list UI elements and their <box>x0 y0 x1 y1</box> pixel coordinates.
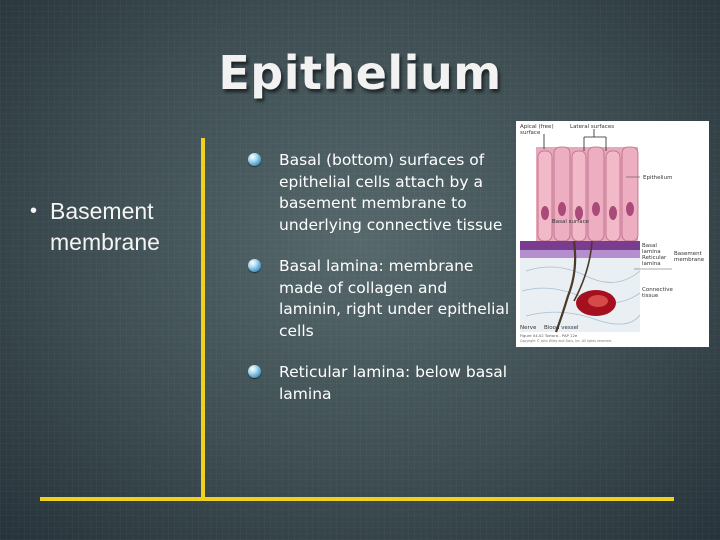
label-apical: Apical (free) <box>520 124 554 130</box>
epithelial-cells <box>536 147 638 243</box>
bullet-item <box>248 150 510 236</box>
figure-caption-2: Copyright © John Wiley and Sons, Inc. All rights reserved. <box>520 339 613 343</box>
label-lamina-2: lamina <box>642 261 661 267</box>
label-lamina-1: lamina <box>642 249 661 255</box>
globe-bullet-icon <box>248 259 261 272</box>
globe-bullet-icon <box>248 365 261 378</box>
epithelium-diagram <box>516 121 709 347</box>
label-epithelium: Epithelium <box>643 175 673 181</box>
bullet-list <box>248 150 510 425</box>
label-basal-surface: Basal surface <box>552 219 589 225</box>
reticular-lamina <box>520 250 640 258</box>
label-basement: Basement <box>674 251 702 257</box>
label-apical-surface: surface <box>520 130 541 136</box>
figure-caption-1: Figure 04.02 Tortora - PAP 12e <box>520 333 578 338</box>
label-tissue: tissue <box>642 293 659 299</box>
slide-title: Epithelium <box>218 46 502 100</box>
horizontal-divider <box>40 497 674 501</box>
left-bullet-text: Basement membrane <box>50 198 160 255</box>
left-bullet <box>30 196 200 258</box>
label-basal: Basal <box>642 243 657 249</box>
label-membrane: membrane <box>674 257 705 263</box>
label-nerve: Nerve <box>520 325 537 331</box>
label-blood-vessel: Blood vessel <box>544 325 579 331</box>
bullet-text: Basal lamina: membrane made of collagen and laminin, right under epithelial cells <box>279 257 510 340</box>
label-reticular: Reticular <box>642 255 667 261</box>
label-lateral: Lateral surfaces <box>570 124 615 130</box>
bullet-text: Basal (bottom) surfaces of epithelial cells attach by a basement membrane to underlying connective tissue <box>279 151 503 234</box>
epithelium-figure <box>516 121 709 347</box>
vertical-divider <box>201 138 205 500</box>
basal-lamina <box>520 241 640 250</box>
label-connective: Connective <box>642 287 673 293</box>
bullet-item <box>248 256 510 342</box>
connective-tissue <box>520 258 640 332</box>
bullet-text: Reticular lamina: below basal lamina <box>279 363 508 403</box>
bullet-item <box>248 362 510 405</box>
bullet-dot: • <box>30 200 38 222</box>
globe-bullet-icon <box>248 153 261 166</box>
